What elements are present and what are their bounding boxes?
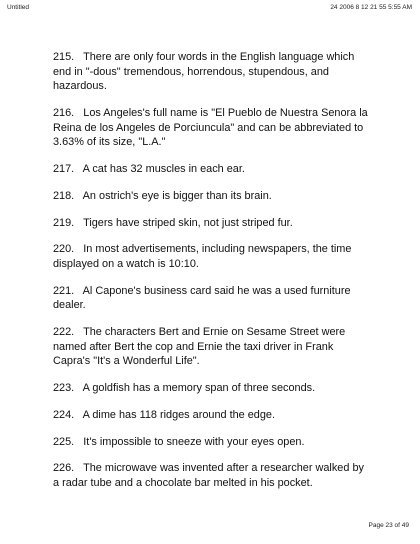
fact-item: 222. The characters Bert and Ernie on Sesame Street were named after Bert the cop and Ernie the taxi driver in Frank Capra's "It's a Wonderful Life". — [53, 326, 349, 368]
fact-item: 220. In most advertisements, including newspapers, the time displayed on a watch is 10:10. — [53, 243, 355, 270]
fact-item: 224. A dime has 118 ridges around the edge. — [53, 408, 276, 421]
document-title: Untitled — [7, 4, 30, 11]
fact-item: 221. Al Capone's business card said he was a used furniture dealer. — [53, 284, 354, 312]
fact-item: 216. Los Angeles's full name is "El Pueblo de Nuestra Senora la Reina de los Angeles de Porciuncula" and can be abbreviated to 3.63% of its size, "L.A." — [53, 106, 371, 149]
fact-item: 215. There are only four words in the English language which end in "-dous" tremendous, horrendous, stupendous, and hazardous. — [53, 51, 358, 93]
fact-item: 226. The microwave was invented after a researcher walked by a radar tube and a chocolate bar melted in his pocket. — [53, 462, 367, 489]
page-number: Page 23 of 49 — [368, 522, 409, 529]
fact-item: 219. Tigers have striped skin, not just striped fur. — [53, 216, 293, 229]
fact-item: 218. An ostrich's eye is bigger than its brain. — [53, 189, 272, 202]
fact-item: 217. A cat has 32 muscles in each ear. — [53, 162, 245, 175]
facts-list — [53, 50, 373, 503]
fact-item: 223. A goldfish has a memory span of three seconds. — [53, 382, 316, 394]
print-timestamp: 24 2006 8 12 21 55 5:55 AM — [330, 4, 412, 11]
fact-item: 225. It's impossible to sneeze with your eyes open. — [53, 435, 305, 448]
